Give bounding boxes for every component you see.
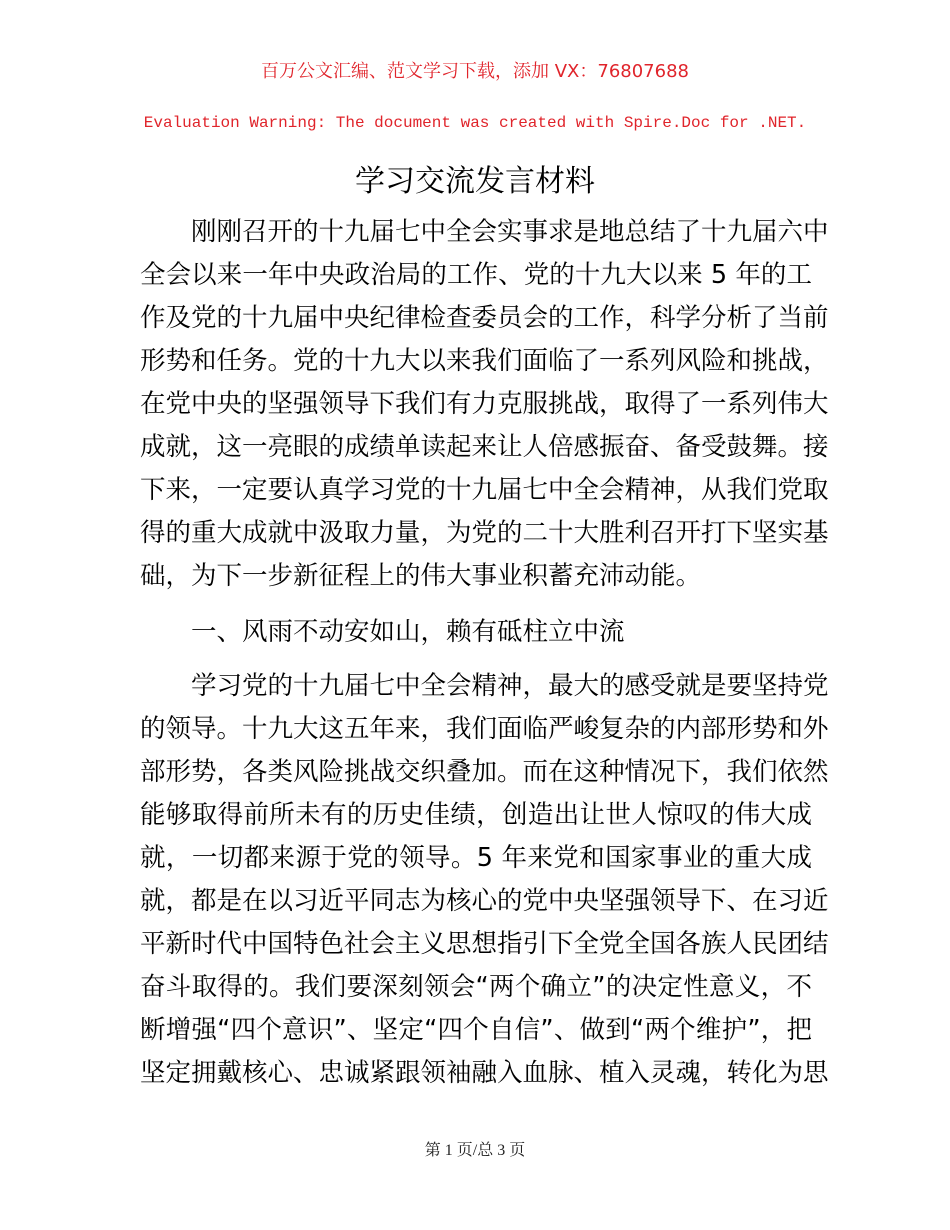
- text-line: 奋斗取得的。我们要深刻领会“两个确立”的决定性意义，不: [140, 972, 812, 1002]
- text-line: 断增强“四个意识”、坚定“四个自信”、做到“两个维护”，把: [140, 1015, 812, 1045]
- document-title: 学习交流发言材料: [355, 164, 595, 199]
- text-line: 能够取得前所未有的历史佳绩，创造出让世人惊叹的伟大成: [140, 800, 812, 830]
- text-line: 全会以来一年中央政治局的工作、党的十九大以来 5 年的工: [140, 260, 812, 290]
- text-line: 成就，这一亮眼的成绩单读起来让人倍感振奋、备受鼓舞。接: [140, 432, 829, 462]
- text-line: 形势和任务。党的十九大以来我们面临了一系列风险和挑战，: [140, 346, 829, 376]
- page-number: 第 1 页/总 3 页: [424, 1142, 526, 1159]
- text-line: 作及党的十九届中央纪律检查委员会的工作，科学分析了当前: [140, 303, 829, 333]
- text-line: 的领导。十九大这五年来，我们面临严峻复杂的内部形势和外: [140, 714, 829, 744]
- text-line: 平新时代中国特色社会主义思想指引下全党全国各族人民团结: [140, 929, 829, 959]
- text-line: 部形势，各类风险挑战交织叠加。而在这种情况下，我们依然: [140, 757, 829, 787]
- text-line: 得的重大成就中汲取力量，为党的二十大胜利召开打下坚实基: [140, 518, 829, 548]
- text-line: 就，都是在以习近平同志为核心的党中央坚强领导下、在习近: [140, 886, 829, 916]
- evaluation-warning: Evaluation Warning: The document was created with Spire.Doc for .NET.: [143, 114, 807, 132]
- text-line: 坚定拥戴核心、忠诚紧跟领袖融入血脉、植入灵魂，转化为思: [140, 1058, 829, 1088]
- text-line: 刚刚召开的十九届七中全会实事求是地总结了十九届六中: [191, 217, 829, 247]
- text-line: 就，一切都来源于党的领导。5 年来党和国家事业的重大成: [140, 843, 812, 873]
- paragraph-1: [140, 211, 829, 598]
- paragraph-2: [140, 665, 829, 1095]
- section-heading: [140, 611, 812, 654]
- heading-text: 一、风雨不动安如山，赖有砥柱立中流: [191, 617, 625, 647]
- text-line: 在党中央的坚强领导下我们有力克服挑战，取得了一系列伟大: [140, 389, 829, 419]
- text-line: 学习党的十九届七中全会精神，最大的感受就是要坚持党: [191, 671, 829, 701]
- promo-banner: 百万公文汇编、范文学习下载，添加 VX：76807688: [261, 61, 689, 82]
- text-line: 础，为下一步新征程上的伟大事业积蓄充沛动能。: [140, 561, 702, 591]
- text-line: 下来，一定要认真学习党的十九届七中全会精神，从我们党取: [140, 475, 829, 505]
